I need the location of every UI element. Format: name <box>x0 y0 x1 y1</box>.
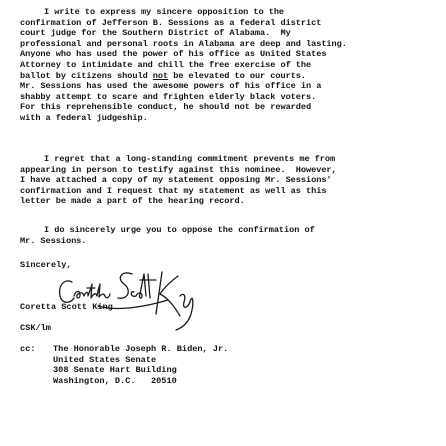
p1-line-7-pre: ballot by citizens should <box>20 70 153 81</box>
p1-line-7-post: be elevated to our courts. <box>168 70 307 81</box>
closing: Sincerely, <box>20 260 72 270</box>
p1-line-10: For this reprehensible conduct, he should not be rewarded <box>20 102 312 113</box>
p2-line-3: I have attached a copy of my statement opposing Mr. Sessions' <box>20 175 332 186</box>
p1-line-7-underlined: not <box>152 70 169 81</box>
p1-line-4: professional and personal roots in Alabama are deep and lasting. <box>20 38 347 49</box>
p1-line-3: court judge for the Southern District of Alabama. My <box>20 28 291 39</box>
p1-line-8: Mr. Sessions has used the awesome powers of his office in a <box>20 81 322 92</box>
signature-name: Coretta Scott King <box>20 302 113 312</box>
p1-line-11: with a federal judgeship. <box>20 112 148 123</box>
p1-line-7 <box>20 71 438 82</box>
cc-line-2: United States Senate <box>53 354 157 365</box>
p1-line-2: confirmation of Jefferson B. Sessions as a federal district <box>20 17 322 28</box>
p1-line-6: Attorney to intimidate and chill the free exercise of the <box>20 59 312 70</box>
p2-line-1: I regret that a long-standing commitment prevents me from <box>44 154 336 164</box>
paragraph-3 <box>20 225 438 246</box>
p1-line-1: I write to express my sincere opposition to the <box>44 7 285 17</box>
paragraph-1 <box>20 7 438 124</box>
cc-line-3: 308 Senate Hart Building <box>53 365 177 376</box>
cc-address <box>53 344 228 386</box>
p1-line-9: shabby attempt to scare and frighten elderly black voters. <box>20 91 317 102</box>
p2-line-5: letter be made a part of the hearing record. <box>20 196 245 207</box>
cc-line-4: Washington, D.C. 20510 <box>53 375 177 386</box>
typist-initials: CSK/lm <box>20 323 51 333</box>
p3-line-2: Mr. Sessions. <box>20 235 87 246</box>
p1-line-5: Anyone who has used the power of his office as United States <box>20 49 327 60</box>
cc-line-1: The Honorable Joseph R. Biden, Jr. <box>53 344 229 354</box>
p3-line-1: I do sincerely urge you to oppose the confirmation of <box>44 225 315 235</box>
p2-line-2: appearing in person to testify against this nominee. However, <box>20 164 337 175</box>
cc-row <box>20 344 320 386</box>
cc-label: cc: <box>20 344 36 354</box>
cc-block <box>20 344 320 386</box>
p2-line-4: confirmation and I request that my statement as well as this <box>20 185 327 196</box>
paragraph-2 <box>20 154 438 207</box>
